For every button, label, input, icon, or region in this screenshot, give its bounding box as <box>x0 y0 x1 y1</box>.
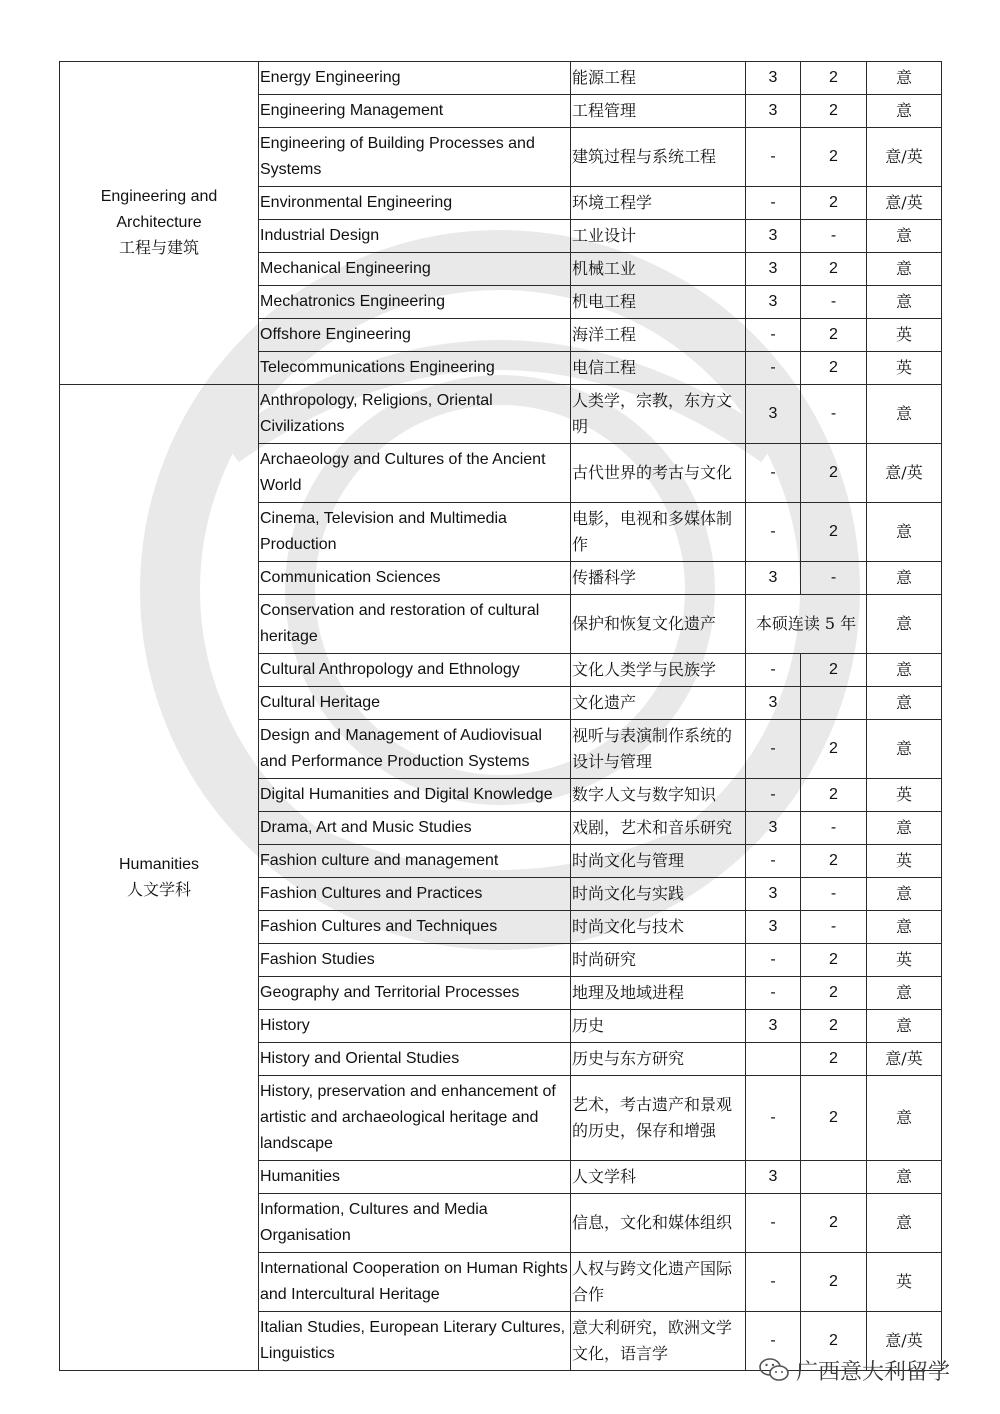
teaching-language: 意 <box>867 1194 942 1253</box>
bachelor-years: - <box>746 779 801 812</box>
program-name-en: Anthropology, Religions, Oriental Civilizations <box>259 385 571 444</box>
teaching-language: 意 <box>867 1161 942 1194</box>
program-name-cn: 建筑过程与系统工程 <box>571 128 746 187</box>
program-name-en: Environmental Engineering <box>259 187 571 220</box>
subject-area-en: Humanities <box>118 855 200 873</box>
teaching-language: 意 <box>867 654 942 687</box>
program-name-cn: 信息，文化和媒体组织 <box>571 1194 746 1253</box>
program-name-en: Communication Sciences <box>259 562 571 595</box>
teaching-language: 意 <box>867 562 942 595</box>
program-name-cn: 电信工程 <box>571 352 746 385</box>
bachelor-years: - <box>746 319 801 352</box>
master-years: 2 <box>801 654 867 687</box>
bachelor-years: - <box>746 503 801 562</box>
master-years: - <box>801 220 867 253</box>
bachelor-years: - <box>746 1312 801 1371</box>
teaching-language: 意 <box>867 220 942 253</box>
duration-combined: 本硕连读 5 年 <box>746 595 867 654</box>
master-years: 2 <box>801 95 867 128</box>
bachelor-years: - <box>746 977 801 1010</box>
footer-account <box>758 1352 950 1388</box>
master-years: 2 <box>801 944 867 977</box>
program-name-cn: 人权与跨文化遗产国际合作 <box>571 1253 746 1312</box>
program-name-en: Industrial Design <box>259 220 571 253</box>
bachelor-years: 3 <box>746 562 801 595</box>
master-years: 2 <box>801 319 867 352</box>
master-years: 2 <box>801 720 867 779</box>
master-years: - <box>801 878 867 911</box>
bachelor-years: - <box>746 654 801 687</box>
subject-area-cell <box>60 385 259 1371</box>
master-years: 2 <box>801 779 867 812</box>
teaching-language: 意 <box>867 1010 942 1043</box>
master-years: 2 <box>801 1010 867 1043</box>
bachelor-years: 3 <box>746 911 801 944</box>
program-name-en: History, preservation and enhancement of artistic and archaeological heritage and landscape <box>259 1076 571 1161</box>
bachelor-years: - <box>746 128 801 187</box>
program-name-en: Fashion Cultures and Practices <box>259 878 571 911</box>
master-years: 2 <box>801 977 867 1010</box>
master-years: 2 <box>801 62 867 95</box>
program-name-en: Cinema, Television and Multimedia Production <box>259 503 571 562</box>
program-name-en: Fashion Studies <box>259 944 571 977</box>
teaching-language: 意 <box>867 286 942 319</box>
bachelor-years <box>746 1043 801 1076</box>
teaching-language: 意/英 <box>867 1043 942 1076</box>
bachelor-years: 3 <box>746 220 801 253</box>
master-years: 2 <box>801 1253 867 1312</box>
teaching-language: 意 <box>867 812 942 845</box>
program-name-en: Offshore Engineering <box>259 319 571 352</box>
program-name-en: Humanities <box>259 1161 571 1194</box>
bachelor-years: - <box>746 1253 801 1312</box>
program-name-cn: 人类学，宗教，东方文明 <box>571 385 746 444</box>
bachelor-years: 3 <box>746 1010 801 1043</box>
teaching-language: 意 <box>867 878 942 911</box>
bachelor-years: - <box>746 1194 801 1253</box>
master-years: 2 <box>801 1194 867 1253</box>
program-name-en: Information, Cultures and Media Organisation <box>259 1194 571 1253</box>
program-name-en: Archaeology and Cultures of the Ancient World <box>259 444 571 503</box>
master-years: - <box>801 385 867 444</box>
program-name-en: Conservation and restoration of cultural heritage <box>259 595 571 654</box>
subject-area-cn: 人文学科 <box>126 881 191 899</box>
program-name-cn: 工程管理 <box>571 95 746 128</box>
master-years: - <box>801 286 867 319</box>
program-name-en: Fashion culture and management <box>259 845 571 878</box>
teaching-language: 意/英 <box>867 128 942 187</box>
master-years: 2 <box>801 1076 867 1161</box>
master-years: - <box>801 562 867 595</box>
teaching-language: 意/英 <box>867 187 942 220</box>
program-name-en: Mechatronics Engineering <box>259 286 571 319</box>
teaching-language: 英 <box>867 1253 942 1312</box>
subject-area-cn: 工程与建筑 <box>118 240 199 257</box>
subject-area-en: Engineering and Architecture <box>100 188 218 231</box>
program-name-cn: 工业设计 <box>571 220 746 253</box>
bachelor-years: - <box>746 187 801 220</box>
teaching-language: 意 <box>867 1076 942 1161</box>
master-years: - <box>801 911 867 944</box>
program-name-cn: 机械工业 <box>571 253 746 286</box>
program-name-en: Engineering Management <box>259 95 571 128</box>
teaching-language: 英 <box>867 319 942 352</box>
master-years: 2 <box>801 503 867 562</box>
bachelor-years: 3 <box>746 812 801 845</box>
program-name-cn: 文化人类学与民族学 <box>571 654 746 687</box>
program-name-cn: 戏剧，艺术和音乐研究 <box>571 812 746 845</box>
program-name-en: Digital Humanities and Digital Knowledge <box>259 779 571 812</box>
master-years: 2 <box>801 845 867 878</box>
teaching-language: 英 <box>867 944 942 977</box>
program-name-cn: 文化遗产 <box>571 687 746 720</box>
program-name-cn: 时尚文化与管理 <box>571 845 746 878</box>
master-years: 2 <box>801 444 867 503</box>
master-years: 2 <box>801 1312 867 1371</box>
program-name-en: Mechanical Engineering <box>259 253 571 286</box>
program-name-cn: 历史与东方研究 <box>571 1043 746 1076</box>
program-name-cn: 历史 <box>571 1010 746 1043</box>
program-name-en: History and Oriental Studies <box>259 1043 571 1076</box>
program-name-cn: 地理及地域进程 <box>571 977 746 1010</box>
program-name-en: Engineering of Building Processes and Systems <box>259 128 571 187</box>
bachelor-years: - <box>746 1076 801 1161</box>
programs-table <box>59 61 942 1371</box>
teaching-language: 意 <box>867 720 942 779</box>
bachelor-years: - <box>746 352 801 385</box>
teaching-language: 意 <box>867 503 942 562</box>
teaching-language: 意 <box>867 253 942 286</box>
teaching-language: 意 <box>867 595 942 654</box>
program-name-cn: 视听与表演制作系统的设计与管理 <box>571 720 746 779</box>
master-years: 2 <box>801 128 867 187</box>
program-name-cn: 数字人文与数字知识 <box>571 779 746 812</box>
program-name-cn: 电影，电视和多媒体制作 <box>571 503 746 562</box>
bachelor-years: 3 <box>746 1161 801 1194</box>
bachelor-years: - <box>746 845 801 878</box>
bachelor-years: 3 <box>746 385 801 444</box>
program-name-en: Drama, Art and Music Studies <box>259 812 571 845</box>
program-name-cn: 时尚研究 <box>571 944 746 977</box>
teaching-language: 意 <box>867 385 942 444</box>
program-name-en: Geography and Territorial Processes <box>259 977 571 1010</box>
table-row <box>60 62 942 95</box>
master-years: 2 <box>801 1043 867 1076</box>
master-years: 2 <box>801 187 867 220</box>
bachelor-years: - <box>746 720 801 779</box>
program-name-cn: 古代世界的考古与文化 <box>571 444 746 503</box>
program-name-en: Energy Engineering <box>259 62 571 95</box>
bachelor-years: 3 <box>746 253 801 286</box>
bachelor-years: 3 <box>746 286 801 319</box>
teaching-language: 意 <box>867 687 942 720</box>
program-name-cn: 能源工程 <box>571 62 746 95</box>
bachelor-years: - <box>746 444 801 503</box>
master-years <box>801 1161 867 1194</box>
program-name-en: History <box>259 1010 571 1043</box>
program-name-cn: 传播科学 <box>571 562 746 595</box>
teaching-language: 意 <box>867 95 942 128</box>
teaching-language: 意 <box>867 977 942 1010</box>
program-name-cn: 机电工程 <box>571 286 746 319</box>
program-name-cn: 艺术，考古遗产和景观的历史，保存和增强 <box>571 1076 746 1161</box>
teaching-language: 意/英 <box>867 1312 942 1371</box>
teaching-language: 英 <box>867 845 942 878</box>
teaching-language: 意 <box>867 62 942 95</box>
master-years <box>801 687 867 720</box>
subject-area-cell <box>60 62 259 385</box>
program-name-cn: 时尚文化与技术 <box>571 911 746 944</box>
program-name-en: International Cooperation on Human Rights and Intercultural Heritage <box>259 1253 571 1312</box>
teaching-language: 意 <box>867 911 942 944</box>
master-years: 2 <box>801 253 867 286</box>
program-name-en: Design and Management of Audiovisual and Performance Production Systems <box>259 720 571 779</box>
program-name-en: Fashion Cultures and Techniques <box>259 911 571 944</box>
master-years: - <box>801 812 867 845</box>
program-name-cn: 时尚文化与实践 <box>571 878 746 911</box>
teaching-language: 英 <box>867 779 942 812</box>
program-name-cn: 人文学科 <box>571 1161 746 1194</box>
bachelor-years: 3 <box>746 62 801 95</box>
program-name-cn: 意大利研究，欧洲文学文化，语言学 <box>571 1312 746 1371</box>
teaching-language: 意/英 <box>867 444 942 503</box>
bachelor-years: 3 <box>746 878 801 911</box>
program-name-en: Cultural Anthropology and Ethnology <box>259 654 571 687</box>
program-name-en: Cultural Heritage <box>259 687 571 720</box>
master-years: 2 <box>801 352 867 385</box>
teaching-language: 英 <box>867 352 942 385</box>
program-name-en: Telecommunications Engineering <box>259 352 571 385</box>
bachelor-years: 3 <box>746 687 801 720</box>
program-name-cn: 保护和恢复文化遗产 <box>571 595 746 654</box>
table-row <box>60 385 942 444</box>
bachelor-years: - <box>746 944 801 977</box>
program-name-cn: 环境工程学 <box>571 187 746 220</box>
bachelor-years: 3 <box>746 95 801 128</box>
footer-account-name: 广西意大利留学 <box>796 1359 951 1385</box>
program-name-en: Italian Studies, European Literary Cultures, Linguistics <box>259 1312 571 1371</box>
program-name-cn: 海洋工程 <box>571 319 746 352</box>
wechat-icon <box>758 1356 790 1384</box>
